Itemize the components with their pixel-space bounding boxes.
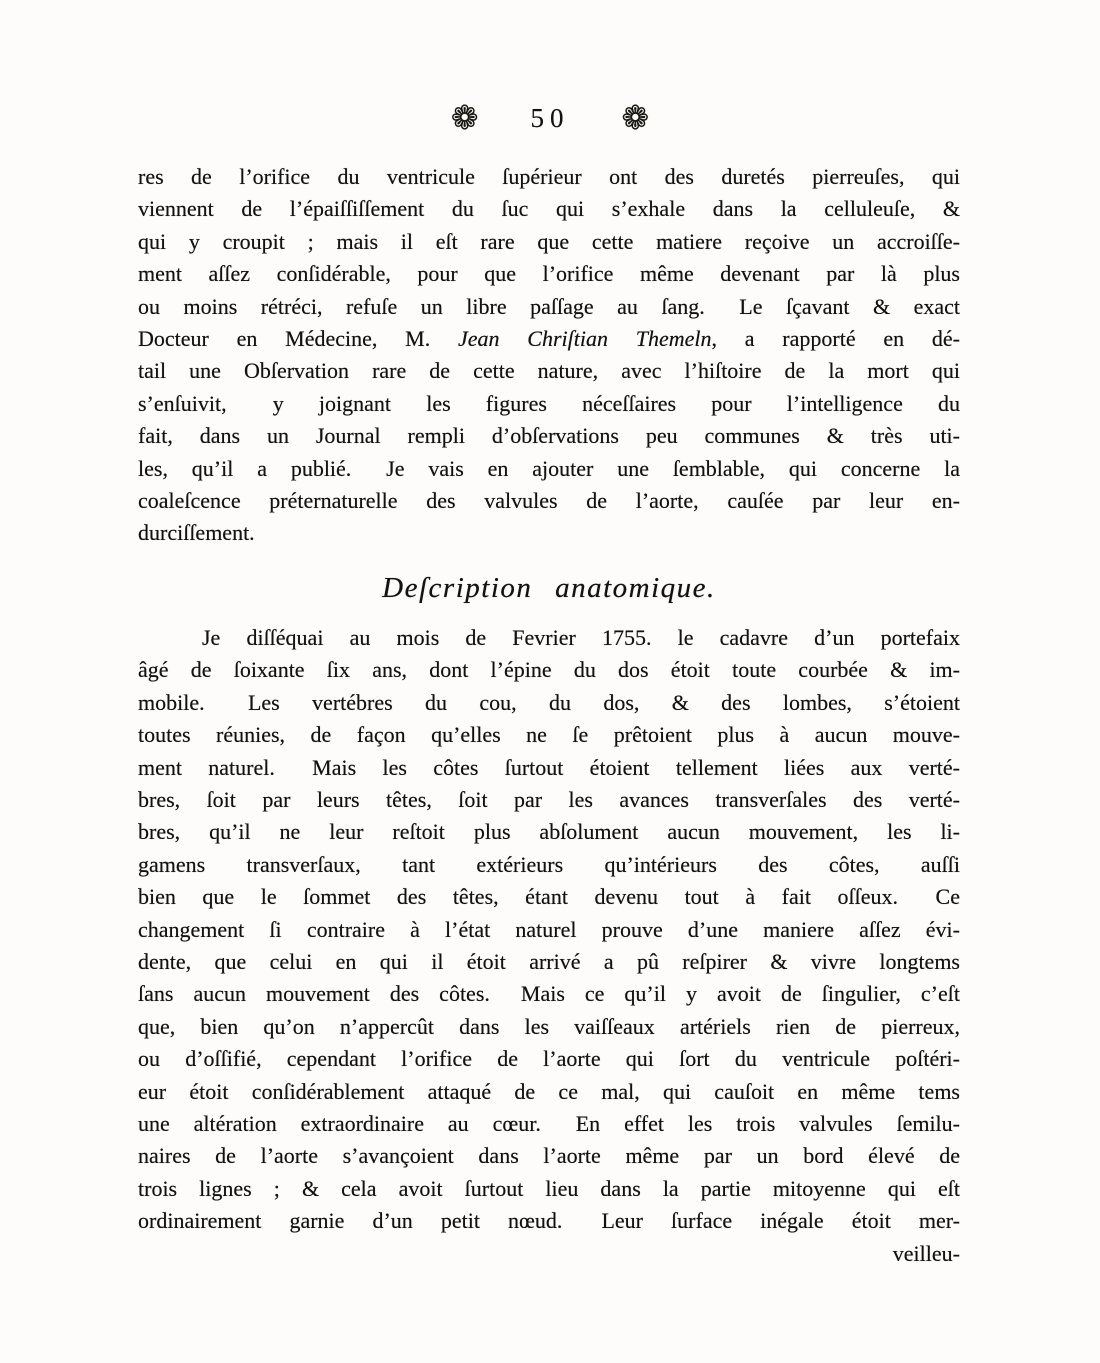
text-line: mobile. Les vertébres du cou, du dos, & des lombes, s’étoient	[138, 689, 960, 715]
text-line: coaleſcence préternaturelle des valvules de l’aorte, cauſée par leur en-	[138, 488, 960, 514]
florette-ornament-right-icon: ❁	[621, 98, 650, 137]
text-line: changement ſi contraire à l’état naturel prouve d’une maniere aſſez évi-	[138, 916, 960, 942]
text-line: les, qu’il a publié. Je vais en ajouter une ſemblable, qui concerne la	[138, 455, 960, 481]
text-line: ſans aucun mouvement des côtes. Mais ce qu’il y avoit de ſingulier, c’eſt	[138, 981, 960, 1007]
text-line: dente, que celui en qui il étoit arrivé a pû reſpirer & vivre longtems	[138, 948, 960, 974]
line-suffix: , a rapporté en dé-	[711, 326, 960, 352]
text-line: res de l’orifice du ventricule ſupérieur ont des duretés pierreuſes, qui	[138, 164, 960, 189]
catchword: veilleu-	[892, 1240, 960, 1266]
text-line: que, bien qu’on n’appercût dans les vaiſſeaux artériels rien de pierreux,	[138, 1013, 960, 1039]
text-line: fait, dans un Journal rempli d’obſervations peu communes & très uti-	[138, 423, 960, 449]
page-header	[0, 98, 1100, 138]
text-line: trois lignes ; & cela avoit ſurtout lieu dans la partie mitoyenne qui eſt	[138, 1175, 960, 1201]
text-line: ordinairement garnie d’un petit nœud. Leur ſurface inégale étoit mer-	[138, 1208, 960, 1234]
text-line: durciſſement.	[138, 520, 255, 546]
paragraph-1	[138, 161, 960, 550]
text-line: naires de l’aorte s’avançoient dans l’aorte même par un bord élevé de	[138, 1143, 960, 1169]
text-line: tail une Obſervation rare de cette nature, avec l’hiſtoire de la mort qui	[138, 358, 960, 384]
text-line: bres, ſoit par leurs têtes, ſoit par les avances transverſales des verté-	[138, 786, 960, 812]
text-line-with-italic-name	[138, 323, 960, 355]
page-number: 50	[530, 103, 570, 133]
text-line: âgé de ſoixante ſix ans, dont l’épine du dos étoit toute courbée & im-	[138, 657, 960, 683]
author-name-italic: Jean Chriſtian Themeln	[457, 326, 712, 352]
text-line: une altération extraordinaire au cœur. En effet les trois valvules ſemilu-	[138, 1110, 960, 1136]
text-line: viennent de l’épaiſſiſſement du ſuc qui s’exhale dans la celluleuſe, &	[138, 196, 960, 222]
text-line: eur étoit conſidérablement attaqué de ce mal, qui cauſoit en même tems	[138, 1078, 960, 1104]
text-line: s’enſuivit, y joignant les figures néceſſaires pour l’intelligence du	[138, 390, 960, 416]
line-prefix: Docteur en Médecine, M.	[138, 326, 458, 352]
text-line: ment naturel. Mais les côtes ſurtout étoient tellement liées aux verté-	[138, 754, 960, 780]
florette-ornament-left-icon: ❁	[450, 98, 479, 137]
section-heading: Deſcription anatomique.	[382, 571, 716, 604]
text-line: toutes réunies, de façon qu’elles ne ſe prêtoient plus à aucun mouve-	[138, 722, 960, 748]
text-line: bres, qu’il ne leur reſtoit plus abſolument aucun mouvement, les li-	[138, 819, 960, 845]
text-line: Je diſſéquai au mois de Fevrier 1755. le cadavre d’un portefaix	[202, 624, 960, 650]
text-block	[138, 161, 960, 1270]
text-line: bien que le ſommet des têtes, étant devenu tout à fait oſſeux. Ce	[138, 884, 960, 910]
text-line: ment aſſez conſidérable, pour que l’orifice même devenant par là plus	[138, 261, 960, 287]
paragraph-2	[138, 622, 960, 1238]
text-line: gamens transverſaux, tant extérieurs qu’intérieurs des côtes, auſſi	[138, 851, 960, 877]
text-line: ou moins rétréci, refuſe un libre paſſage au ſang. Le ſçavant & exact	[138, 293, 960, 319]
text-line: ou d’oſſifié, cependant l’orifice de l’aorte qui ſort du ventricule poſtéri-	[138, 1046, 960, 1072]
text-line: qui y croupit ; mais il eſt rare que cette matiere reçoive un accroiſſe-	[138, 228, 960, 254]
